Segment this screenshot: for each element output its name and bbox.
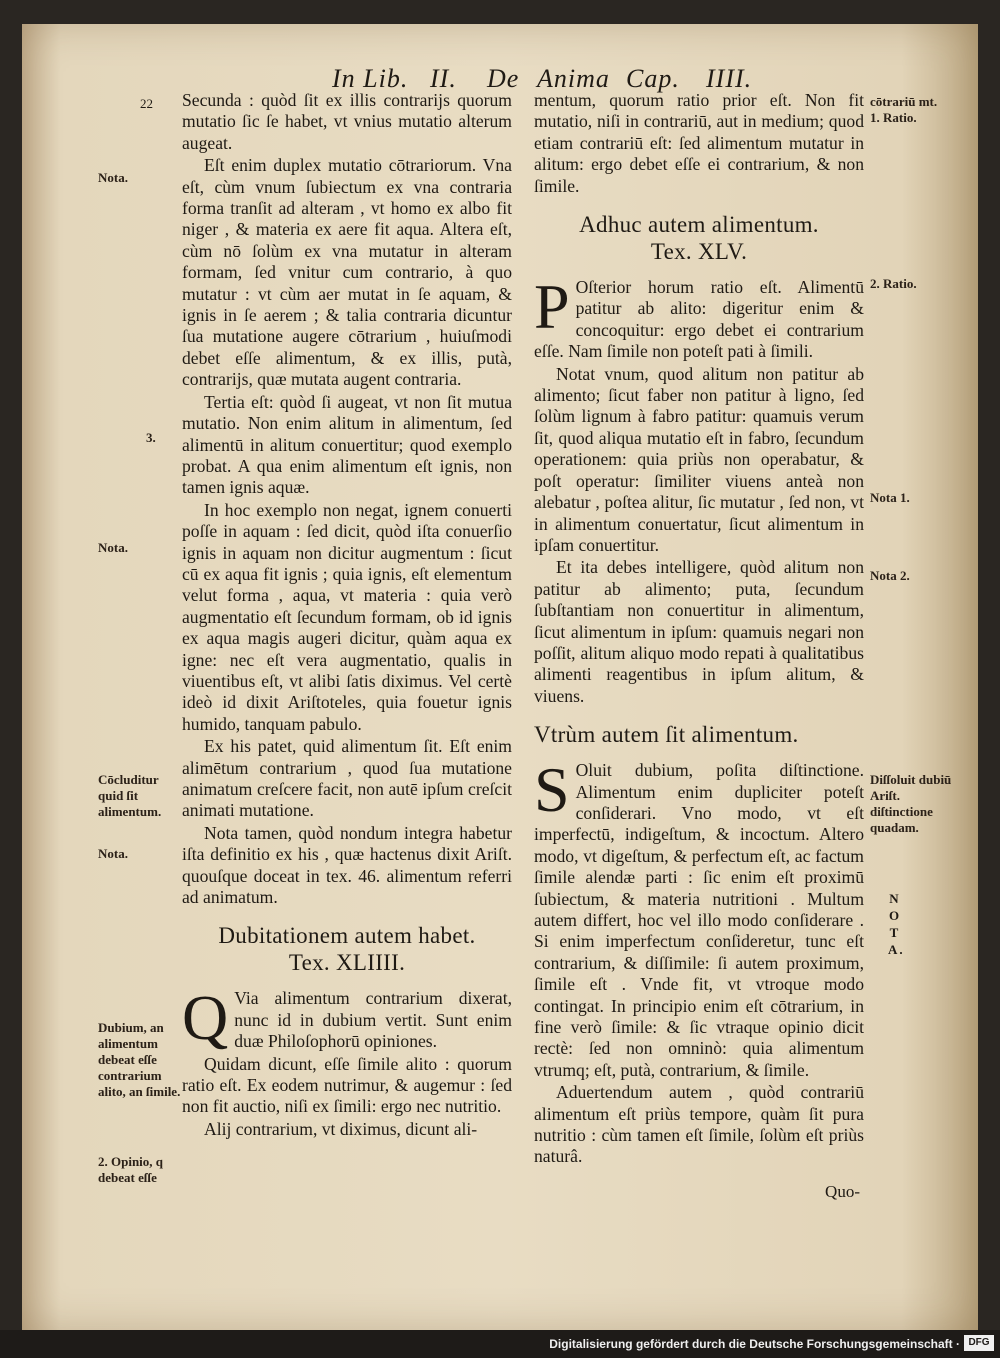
paragraph: Alij contrarium, vt diximus, dicunt ali- [204, 1118, 478, 1139]
section-tex: Tex. XLIIII. [288, 950, 406, 976]
margin-note: Dubium, an alimentum debeat eſſe contrarium alito, an ſimile. [98, 1020, 181, 1099]
paragraph: Et ita debes intelligere, quòd alitum non patitur ab alimento; puta, ſecundum ſubſtantiam non conuertitur in alimentum, ſicut alimentum in ipſum: quamuis negari non poſſit, alitum aliquo modo repati à qualitatibus alimenti reagentibus in ipſum alitum, & viuens. [534, 557, 864, 706]
margin-note: Cōcluditur quid ſit alimentum. [98, 772, 162, 819]
section-title: Vtrùm autem ſit alimentum. [534, 722, 799, 748]
paragraph: Tertia eſt: quòd ſi augeat, vt non ſit mutua mutatio. Non enim alitum in alimentum, ſed alimentū in alitum conuertitur; quod exemplo probat. A qua enim alimentum eſt ignis, non tamen ignis aquæ. [182, 391, 512, 498]
paragraph: Quidam dicunt, eſſe ſimile alito : quorum ratio eſt. Ex eodem nutrimur, & augemur : ſed non fit auctio, niſi ex ſimili: ergo nec nutritio. [182, 1053, 512, 1117]
header-chapter: IIII. [706, 64, 753, 93]
paragraph: P Oſterior horum ratio eſt. Alimentū patitur ab alito: digeritur enim & concoquitur: ergo debet ei contrarium eſſe. Nam ſimile non poteſt pati à ſimili. [534, 271, 864, 362]
header-in-lib: In Lib. [332, 64, 409, 93]
header-book: II. [430, 64, 457, 93]
paragraph: Nota tamen, quòd nondum integra habetur iſta definitio ex his , quæ hactenus dixit Ariſt. quouſque doceat in tex. 46. alimentum referri ad animatum. [182, 822, 512, 908]
section-heading [182, 922, 512, 976]
paragraph: Q Via alimentum contrarium dixerat, nunc id in dubium vertit. Sunt enim duæ Philoſophorū opiniones. [182, 982, 512, 1054]
margin-note: Nota. [98, 846, 128, 861]
margin-note: Nota. [98, 170, 128, 185]
right-column [534, 90, 864, 1169]
header-cap: Cap. [626, 64, 680, 93]
paragraph: Eſt enim duplex mutatio cōtrariorum. Vna eſt, cùm vnum ſubiectum ex vna contraria forma tranſit ad alteram , vt homo ex albo fit niger , & materia ex aere fit aqua. Altera eſt, cùm nō ſolùm ex vna mutatur in alteram formam, ſed vnitur cum contrario, à quo mutatur : vt cùm aer mutat in ſe aquam, & ignis in ſe aerem ; & talia contraria dicuntur ſua mutatione augere cōtrarium , huiuſmodi debet eſſe alimentum, & ex illis, putà, contrarijs, quæ mutata augent contraria. [182, 155, 512, 390]
dfg-logo: DFG [964, 1335, 994, 1351]
paragraph: S Oluit dubium, poſita diſtinctione. Alimentum enim dupliciter poteſt conſiderari. Vno modo, vt eſt imperfectū, indigeſtum, & incoctum. Altero modo, vt digeſtum, & perfectum eſt, ac factum ſimile alendæ parti : ſic enim eſt proximū ſubiectum, & materia nutritioni . Multum autem differt, hoc vel illo modo conſiderare . Si enim imperfectum conſideretur, tunc eſt contrarium, & diſſimile: ſi autem proximum, ſimile eſt . Vnde fit, vt vtroque modo contingat. In principio enim eſt cōtrarium, in fine verò ſimile: & ſic vtraque opinio dicit rectè: ſed non omninò: quia alimentum vtrumq; eſt, putà, contrarium, & ſimile. [534, 754, 864, 1080]
left-column [182, 90, 512, 1141]
book-page [22, 24, 978, 1330]
section-tex: Tex. XLV. [650, 239, 748, 265]
paragraph: Ex his patet, quid alimentum ſit. Eſt enim alimētum contrarium , quod ſua mutatione animatum creſcere facit, non autē ipſum creſcit animati mutatione. [182, 736, 512, 821]
footer-credit: Digitalisierung gefördert durch die Deutsche Forschungsgemeinschaft · [549, 1337, 960, 1351]
section-heading [534, 721, 864, 748]
margin-note: 2. Opinio, q debeat eſſe [98, 1154, 164, 1185]
margin-note: 2. Ratio. [870, 276, 917, 291]
paragraph: Secunda : quòd ſit ex illis contrarijs quorum mutatio ſic ſe habet, vt vnius mutatio alterum augeat. [182, 90, 512, 153]
section-title: Adhuc autem alimentum. [579, 212, 819, 238]
paragraph: In hoc exemplo non negat, ignem conuerti poſſe in aquam : ſed dicit, quòd iſta conuerſio ignis in aquam non dicitur augmentum : ſicut cū ex aqua fit ignis ; quia ignis, eſt elementum velut forma , aqua, vt materia : quia verò augmentatio eſt ſecundum formam, ob id ignis ex aqua magis augeri dicitur, quàm aqua ex igne: nec eſt vera augmentatio, qualis in viuentibus eſt, vt alibi ſatis diximus. Vel certè ideò id dixit Ariſtoteles, quia fouetur ignis humido, tanquam pabulo. [182, 499, 512, 734]
paragraph: Aduertendum autem , quòd contrariū alimentum eſt priùs tempore, quàm ſit pura nutritio : cùm tamen eſt ſimile, ſolùm eſt priùs naturâ. [534, 1082, 864, 1167]
catchword: Quo- [825, 1182, 860, 1201]
header-anima: Anima [537, 64, 610, 93]
margin-note: cōtrariū mt. 1. Ratio. [870, 94, 938, 125]
paragraph: mentum, quorum ratio prior eſt. Non fit mutatio, niſi in contrariū, aut in medium; quod etiam contrariū eſt: ſed alimentum mutatur in alitum: ergo debet eſſe ei contrarium, & non ſimile. [534, 90, 864, 196]
paragraph: Notat vnum, quod alitum non patitur ab alimento; ſicut faber non patitur à ligno, ſed ſolùm lignum à fabro patitur: quamuis verum ſit, quod aliqua mutatio eſt in fabro, ſecundum operationem: quia priùs non operabatur, & poſt operatur: ſimiliter viuens anteà non alebatur , poſtea alitur, ſic mutatur , ſed non, vt in alimentum conuertatur, ſicut alimentum in ipſam conuertitur. [534, 363, 864, 555]
margin-note: Nota 1. [870, 490, 910, 505]
drop-cap: P [534, 271, 570, 343]
margin-note: Nota. [98, 540, 128, 555]
page-number: 22 [140, 96, 153, 111]
header-de: De [487, 64, 520, 93]
footer-bar [0, 1330, 1000, 1358]
section-title: Dubitationem autem habet. [218, 923, 476, 949]
margin-note: 3. [146, 430, 156, 445]
section-heading [534, 211, 864, 265]
drop-cap: S [534, 754, 570, 826]
drop-cap: Q [182, 982, 229, 1054]
margin-note: Diſſoluit dubiū Ariſt. diſtinctione quadam. [870, 772, 952, 835]
margin-vertical-nota: N O T A. [888, 891, 905, 957]
margin-note: Nota 2. [870, 568, 910, 583]
